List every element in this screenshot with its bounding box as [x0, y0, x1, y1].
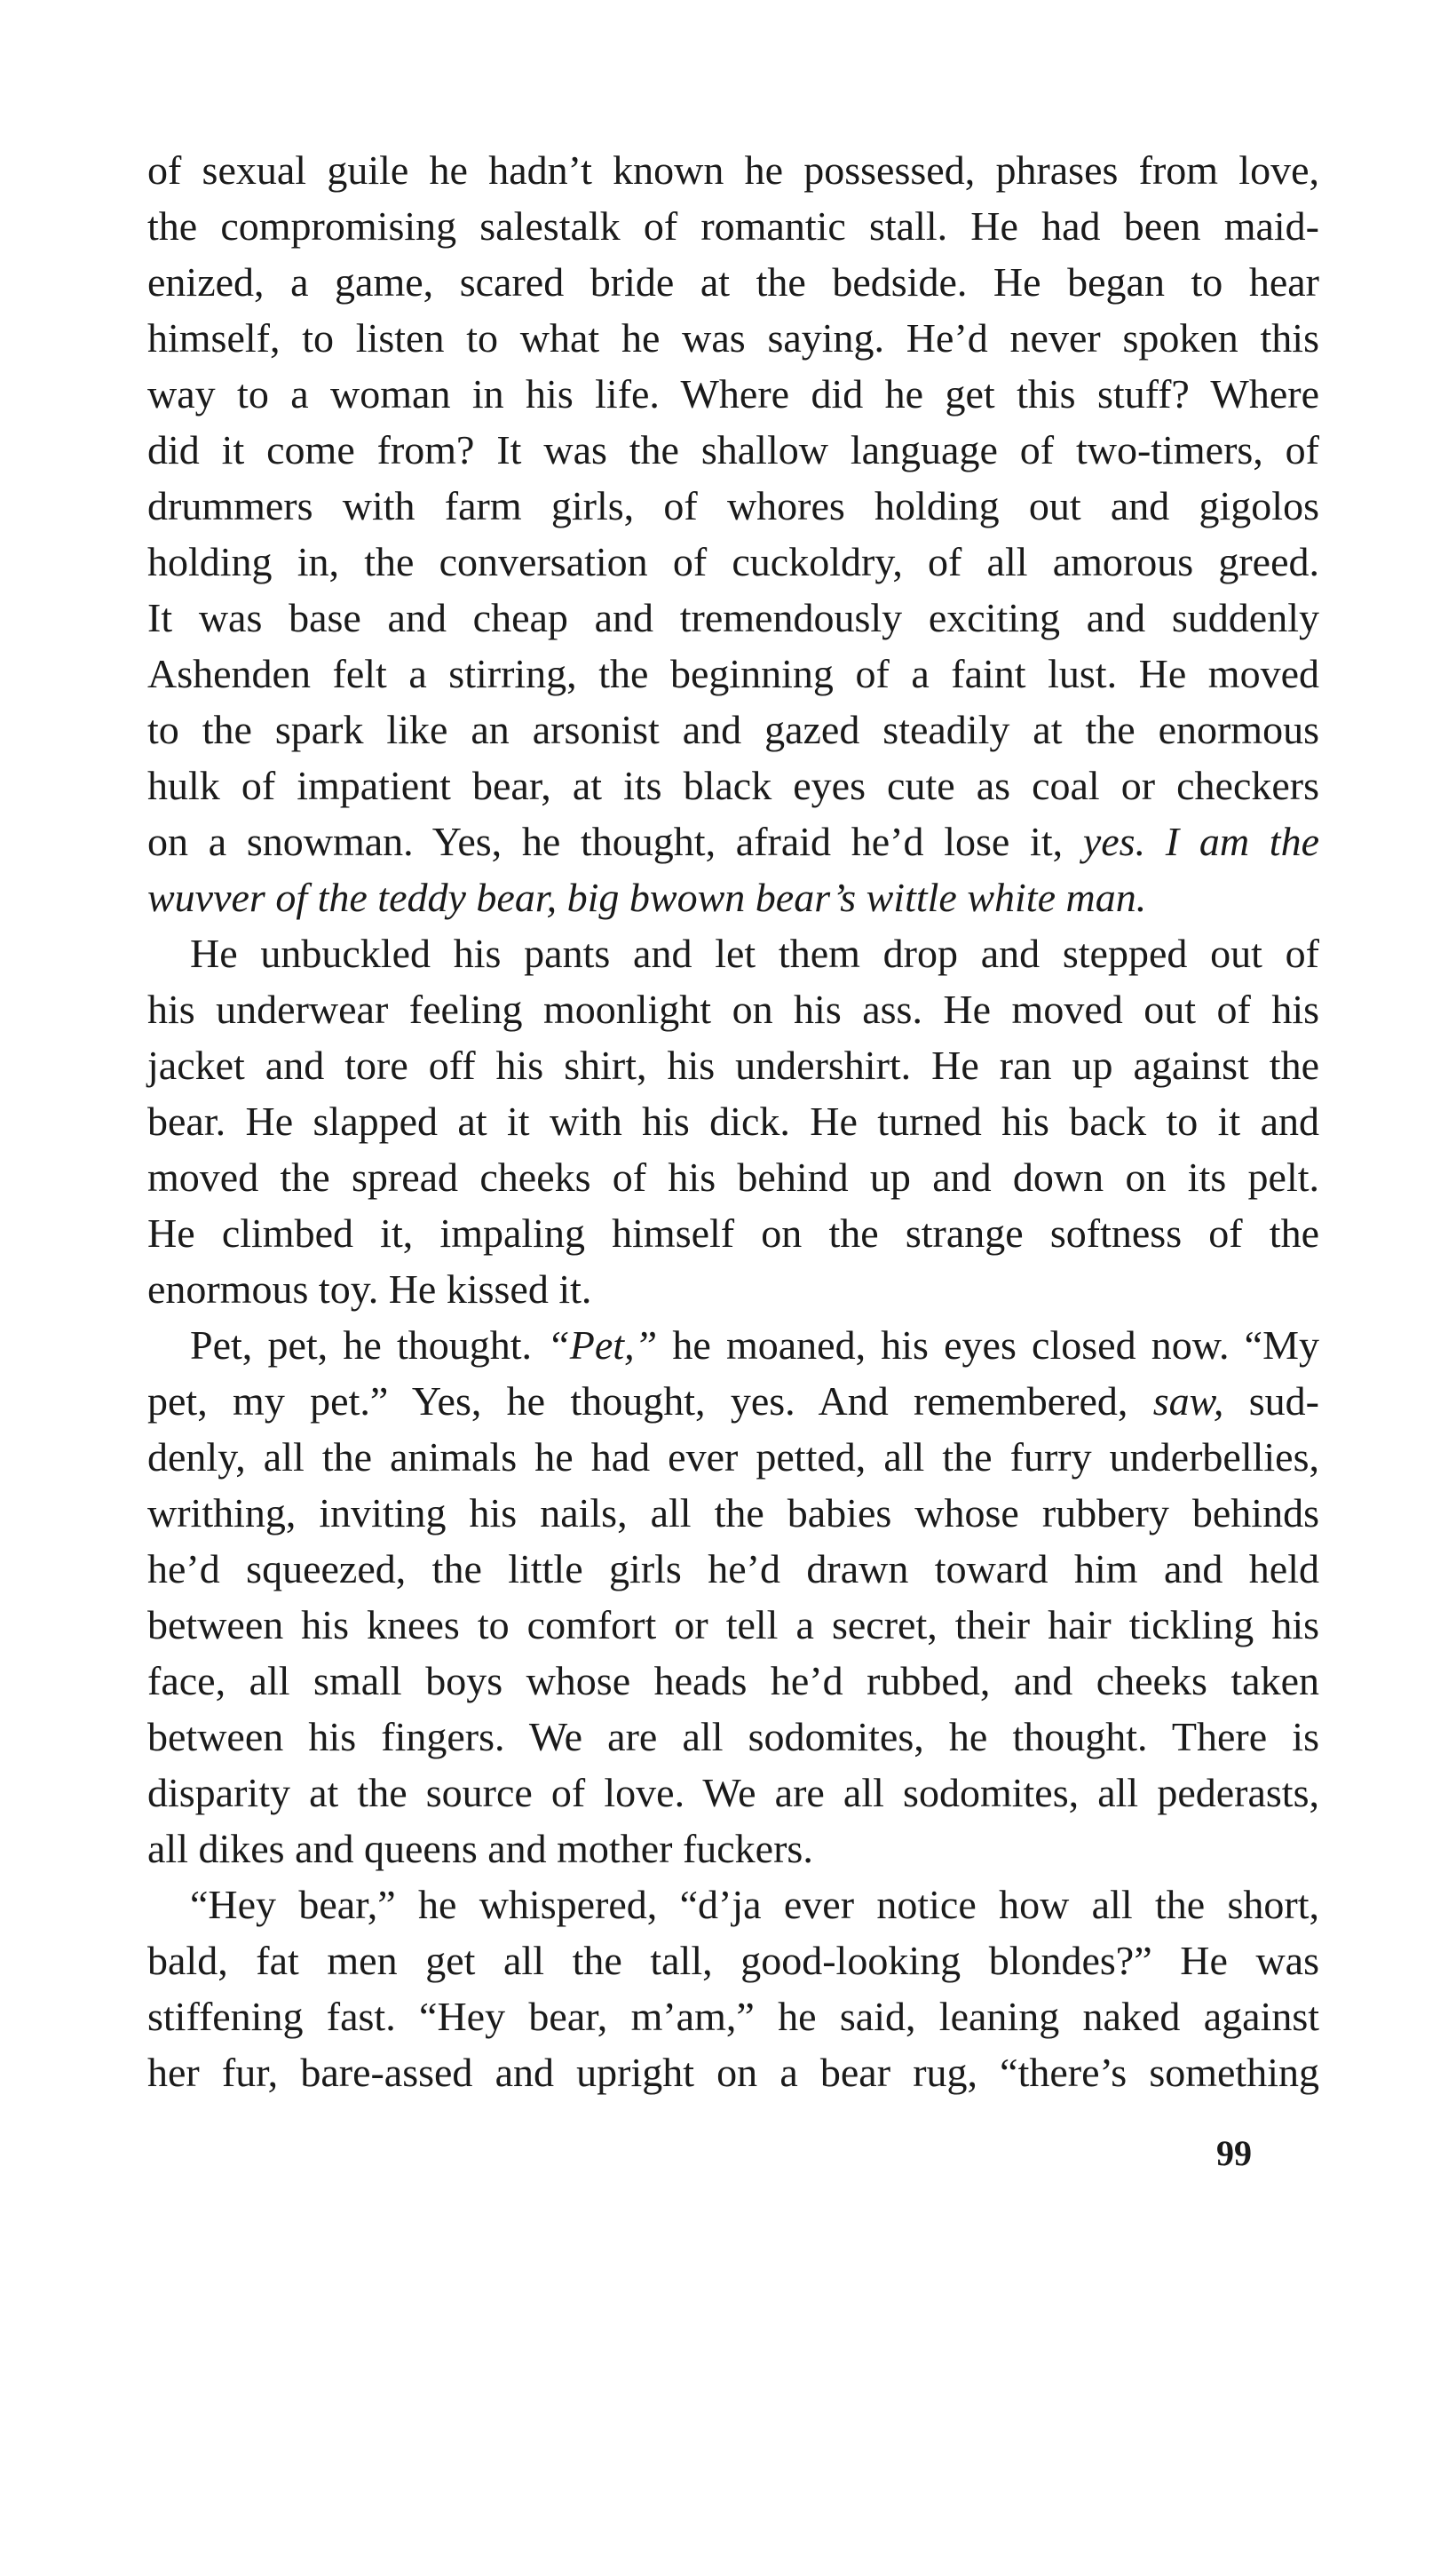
- text-line: [147, 590, 1319, 646]
- text-line: [147, 1988, 1319, 2044]
- text-line: [147, 1205, 1319, 1261]
- text-segment: to the spark like an arsonist and gazed steadily at the enormous: [147, 707, 1319, 752]
- text-segment: way to a woman in his life. Where did he get this stuff? Where: [147, 371, 1319, 417]
- text-segment: holding in, the conversation of cuckoldry, of all amorous greed.: [147, 539, 1319, 584]
- text-line: [147, 646, 1319, 702]
- text-line: [147, 1821, 1319, 1877]
- text-segment: between his fingers. We are all sodomites, he thought. There is: [147, 1714, 1319, 1759]
- text-line: [147, 198, 1319, 254]
- text-segment: face, all small boys whose heads he’d rubbed, and cheeks taken: [147, 1658, 1319, 1703]
- text-line: [147, 925, 1319, 981]
- text-segment: drummers with farm girls, of whores holding out and gigolos: [147, 483, 1319, 528]
- text-line: [147, 142, 1319, 198]
- text-segment: He climbed it, impaling himself on the strange softness of the: [147, 1210, 1319, 1256]
- text-line: [147, 813, 1319, 869]
- text-segment: Pet, pet, he thought.: [190, 1322, 548, 1368]
- text-segment: moved the spread cheeks of his behind up and down on its pelt.: [147, 1155, 1319, 1200]
- text-segment: all dikes and queens and mother fuckers.: [147, 1826, 813, 1871]
- text-line: [147, 478, 1319, 534]
- text-segment: he’d squeezed, the little girls he’d drawn toward him and held: [147, 1546, 1319, 1591]
- text-segment: her fur, bare-assed and upright on a bear rug, “there’s something: [147, 2050, 1319, 2095]
- text-line: [147, 1932, 1319, 1988]
- text-segment: enormous toy. He kissed it.: [147, 1266, 592, 1312]
- text-segment: “Hey bear,” he whispered, “d’ja ever notice how all the short,: [190, 1882, 1319, 1927]
- text-line: [147, 422, 1319, 478]
- text-segment: He unbuckled his pants and let them drop and stepped out of: [190, 931, 1319, 976]
- text-line: [147, 1429, 1319, 1485]
- text-segment: stiffening fast. “Hey bear, m’am,” he said, leaning naked against: [147, 1994, 1319, 2039]
- text-segment: his underwear feeling moonlight on his ass. He moved out of his: [147, 987, 1319, 1032]
- text-segment: bald, fat men get all the tall, good-looking blondes?” He was: [147, 1938, 1319, 1983]
- text-line: [147, 869, 1319, 925]
- text-line: [147, 1485, 1319, 1541]
- text-line: [147, 1597, 1319, 1653]
- text-line: [147, 1653, 1319, 1709]
- body-text: [147, 142, 1319, 2100]
- text-line: [147, 1709, 1319, 1765]
- text-segment: did it come from? It was the shallow language of two-timers, of: [147, 427, 1319, 472]
- italic-text: saw,: [1152, 1378, 1224, 1424]
- text-segment: denly, all the animals he had ever petted, all the furry underbellies,: [147, 1434, 1319, 1480]
- text-line: [147, 1541, 1319, 1597]
- text-line: [147, 1373, 1319, 1429]
- text-segment: sud-: [1223, 1378, 1319, 1424]
- text-line: [147, 534, 1319, 590]
- italic-text: yes. I am the: [1082, 819, 1319, 864]
- text-segment: himself, to listen to what he was saying. He’d never spoken this: [147, 315, 1319, 361]
- text-segment: Ashenden felt a stirring, the beginning of a faint lust. He moved: [147, 651, 1319, 696]
- text-segment: bear. He slapped at it with his dick. He turned his back to it and: [147, 1099, 1319, 1144]
- text-segment: enized, a game, scared bride at the bedside. He began to hear: [147, 259, 1319, 305]
- text-line: [147, 1261, 1319, 1317]
- text-segment: hulk of impatient bear, at its black eyes cute as coal or checkers: [147, 763, 1319, 808]
- text-line: [147, 1877, 1319, 1932]
- text-segment: It was base and cheap and tremendously exciting and suddenly: [147, 595, 1319, 640]
- text-segment: of sexual guile he hadn’t known he possessed, phrases from love,: [147, 147, 1319, 193]
- text-line: [147, 2044, 1319, 2100]
- text-line: [147, 1149, 1319, 1205]
- text-line: [147, 366, 1319, 422]
- text-line: [147, 981, 1319, 1037]
- text-segment: he moaned, his eyes closed now. “My: [657, 1322, 1319, 1368]
- text-line: [147, 310, 1319, 366]
- text-line: [147, 1317, 1319, 1373]
- page-number: 99: [1216, 2133, 1252, 2173]
- text-segment: the compromising salestalk of romantic stall. He had been maid-: [147, 203, 1319, 249]
- text-line: [147, 254, 1319, 310]
- text-segment: pet, my pet.” Yes, he thought, yes. And remembered,: [147, 1378, 1153, 1424]
- text-segment: writhing, inviting his nails, all the babies whose rubbery behinds: [147, 1490, 1319, 1535]
- text-line: [147, 1765, 1319, 1821]
- text-segment: on a snowman. Yes, he thought, afraid he’d lose it,: [147, 819, 1083, 864]
- text-line: [147, 758, 1319, 813]
- italic-text: “Pet,”: [547, 1322, 658, 1368]
- text-segment: disparity at the source of love. We are all sodomites, all pederasts,: [147, 1770, 1319, 1815]
- text-line: [147, 1037, 1319, 1093]
- text-line: [147, 702, 1319, 758]
- text-segment: between his knees to comfort or tell a secret, their hair tickling his: [147, 1602, 1319, 1647]
- text-segment: jacket and tore off his shirt, his undershirt. He ran up against the: [147, 1043, 1319, 1088]
- italic-text: wuvver of the teddy bear, big bwown bear’s wittle white man.: [147, 875, 1147, 920]
- text-line: [147, 1093, 1319, 1149]
